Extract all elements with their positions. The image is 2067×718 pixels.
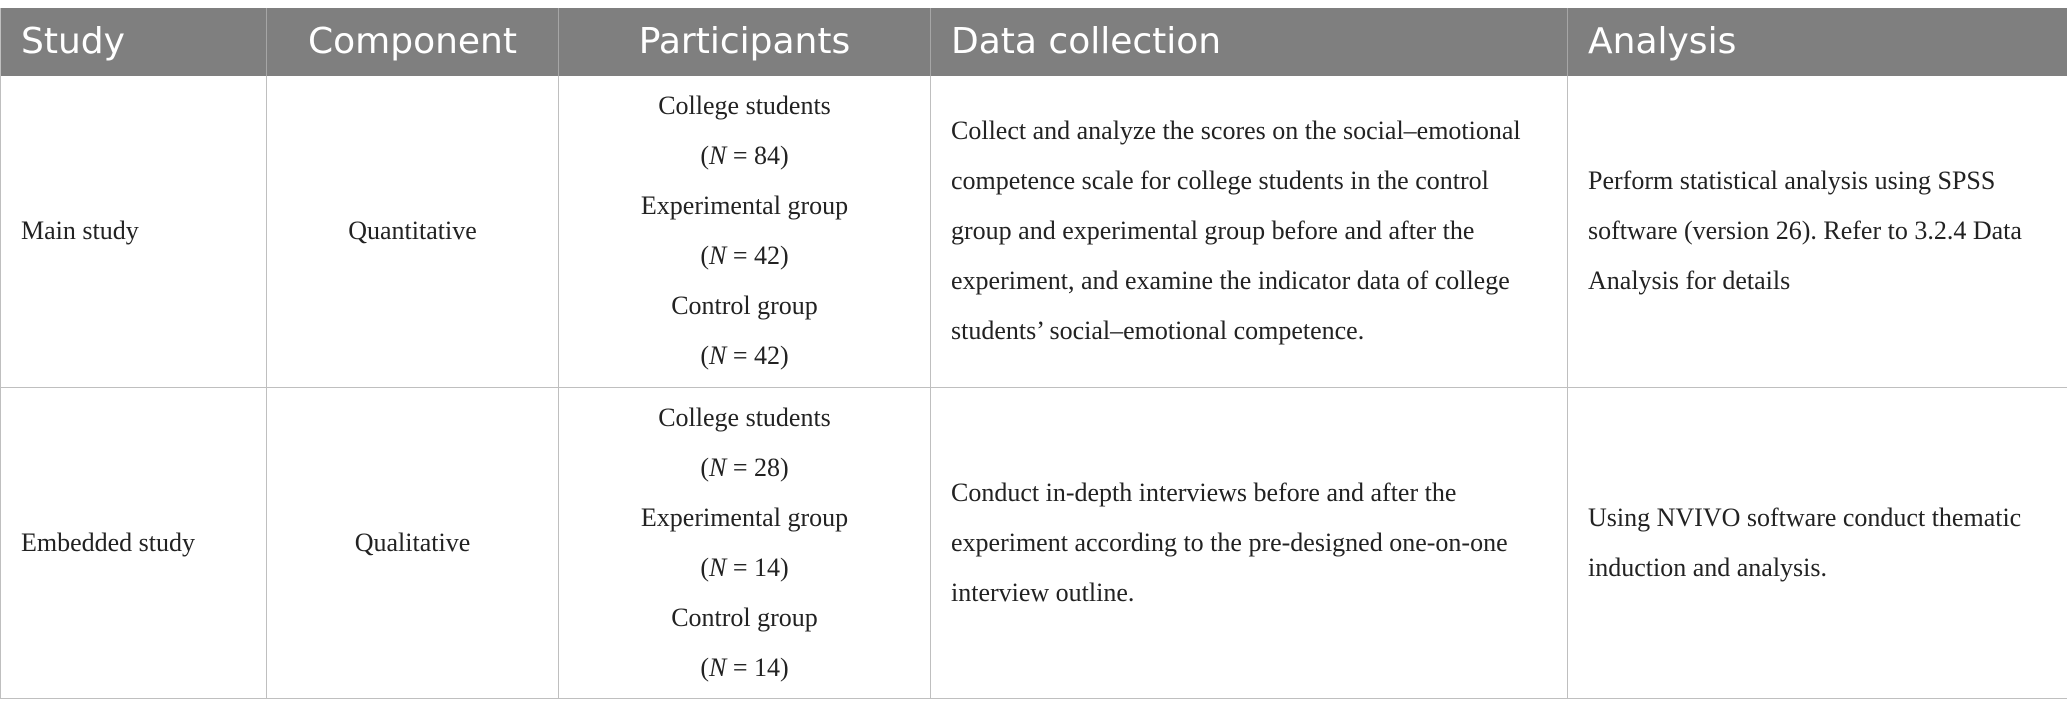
table-row <box>1 387 2067 698</box>
table-row <box>1 76 2067 387</box>
participant-count: (N = 84) <box>700 141 789 171</box>
header-data-collection: Data collection <box>931 8 1568 76</box>
header-study: Study <box>1 8 267 76</box>
participant-count: (N = 14) <box>700 652 789 682</box>
cell-component: Quantitative <box>267 76 559 387</box>
participant-group: Control group <box>671 291 818 321</box>
participant-group: Control group <box>671 602 818 632</box>
cell-study: Main study <box>1 76 267 387</box>
participant-count: (N = 14) <box>700 552 789 582</box>
cell-data-collection: Conduct in-depth interviews before and after the experiment according to the pre-designed one-on-one interview outline. <box>931 387 1568 698</box>
header-analysis: Analysis <box>1568 8 2067 76</box>
participant-group: College students <box>658 402 831 432</box>
cell-analysis: Perform statistical analysis using SPSS software (version 26). Refer to 3.2.4 Data Analysis for details <box>1568 76 2067 387</box>
header-row <box>1 8 2067 76</box>
table-body <box>1 76 2067 698</box>
cell-study: Embedded study <box>1 387 267 698</box>
participant-count: (N = 42) <box>700 241 789 271</box>
header-participants: Participants <box>559 8 931 76</box>
participant-group: Experimental group <box>640 191 849 221</box>
cell-data-collection: Collect and analyze the scores on the social–emotional competence scale for college students in the control group and experimental group before and after the experiment, and examine the indicator data of college students’ social–emotional competence. <box>931 76 1568 387</box>
study-design-table-container <box>0 8 2067 699</box>
participant-group: Experimental group <box>640 502 849 532</box>
header-component: Component <box>267 8 559 76</box>
cell-participants <box>559 76 931 387</box>
cell-analysis: Using NVIVO software conduct thematic induction and analysis. <box>1568 387 2067 698</box>
cell-component: Qualitative <box>267 387 559 698</box>
study-design-table <box>0 8 2067 699</box>
participant-count: (N = 42) <box>700 341 789 371</box>
table-header <box>1 8 2067 76</box>
participant-count: (N = 28) <box>700 452 789 482</box>
cell-participants <box>559 387 931 698</box>
participant-group: College students <box>658 91 831 121</box>
